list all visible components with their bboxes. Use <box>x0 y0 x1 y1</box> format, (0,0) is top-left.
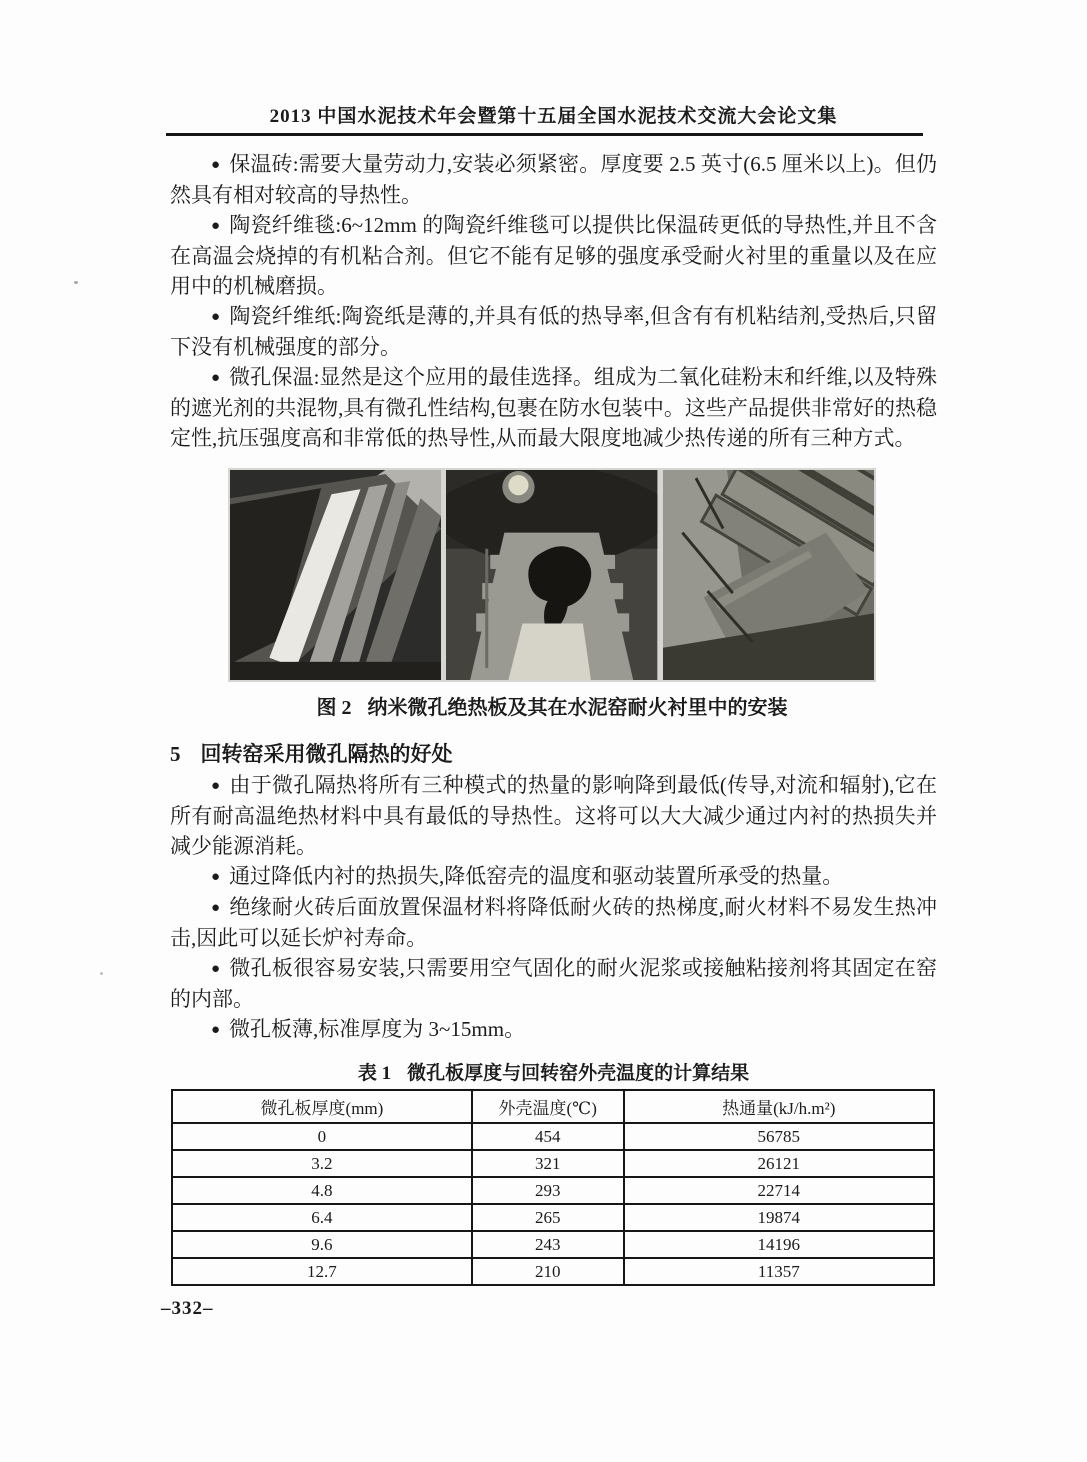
figure-caption-text: 纳米微孔绝热板及其在水泥窑耐火衬里中的安装 <box>367 697 788 719</box>
scan-artifact-dot <box>74 281 78 284</box>
bullet-icon: ● <box>211 869 221 885</box>
paragraph-text: 微孔保温:显然是这个应用的最佳选择。组成为二氧化硅粉末和纤维,以及特殊的遮光剂的共混物,具有微孔性结构,包裹在防水包装中。这些产品提供非常好的热稳定性,抗压强度高和非常低的热导性,从而最大限度地减少热传递的所有三种方式。 <box>170 365 937 450</box>
bullet-paragraph <box>170 770 937 861</box>
table-row <box>172 1258 934 1285</box>
cell-heat-flux: 26121 <box>624 1150 934 1177</box>
paragraph-text: 绝缘耐火砖后面放置保温材料将降低耐火砖的热梯度,耐火材料不易发生热冲击,因此可以延长炉衬寿命。 <box>170 895 938 950</box>
paragraph-text: 通过降低内衬的热损失,降低窑壳的温度和驱动装置所承受的热量。 <box>229 864 844 888</box>
section-5-heading <box>170 738 453 768</box>
table-row <box>172 1123 934 1150</box>
table-caption-label: 表 1 <box>357 1063 392 1084</box>
bullet-paragraph <box>170 210 937 301</box>
table-header-row <box>172 1090 934 1123</box>
header-rule <box>166 133 923 136</box>
kiln-interior-installation-photo <box>446 470 657 680</box>
bullet-icon: ● <box>211 961 221 977</box>
bullet-icon: ● <box>211 157 221 173</box>
bullet-paragraph <box>170 953 937 1014</box>
figure-caption-label: 图 2 <box>316 697 352 719</box>
paragraph-text: 陶瓷纤维纸:陶瓷纸是薄的,并具有低的热导率,但含有有机粘结剂,受热后,只留下没有机械强度的部分。 <box>170 304 937 359</box>
cell-heat-flux: 11357 <box>624 1258 934 1285</box>
bullet-paragraph <box>170 861 937 892</box>
table-caption-text: 微孔板厚度与回转窑外壳温度的计算结果 <box>407 1063 750 1084</box>
bullet-paragraph <box>170 892 937 953</box>
kiln-brick-lining-photo <box>663 470 874 680</box>
cell-thickness: 3.2 <box>172 1150 472 1177</box>
microporous-insulation-panels-photo <box>230 470 441 680</box>
scan-artifact-dot <box>100 972 103 975</box>
cell-shell-temperature: 321 <box>472 1150 624 1177</box>
paragraph-text: 保温砖:需要大量劳动力,安装必须紧密。厚度要 2.5 英寸(6.5 厘米以上)。但仍然具有相对较高的导热性。 <box>170 152 938 207</box>
bullet-icon: ● <box>211 218 221 234</box>
cell-shell-temperature: 454 <box>472 1123 624 1150</box>
table-row <box>172 1177 934 1204</box>
cell-thickness: 0 <box>172 1123 472 1150</box>
section-number: 5 <box>170 742 181 766</box>
cell-heat-flux: 19874 <box>624 1204 934 1231</box>
cell-heat-flux: 56785 <box>624 1123 934 1150</box>
column-header-thickness: 微孔板厚度(mm) <box>172 1090 472 1123</box>
cell-thickness: 4.8 <box>172 1177 472 1204</box>
paragraph-text: 微孔板薄,标准厚度为 3~15mm。 <box>229 1017 526 1041</box>
cell-thickness: 9.6 <box>172 1231 472 1258</box>
bullet-paragraph <box>170 149 937 210</box>
page-number: –332– <box>161 1298 214 1319</box>
bullet-icon: ● <box>211 900 221 916</box>
cell-thickness: 12.7 <box>172 1258 472 1285</box>
cell-heat-flux: 14196 <box>624 1231 934 1258</box>
bullet-icon: ● <box>211 1022 221 1038</box>
figure-2 <box>228 468 876 720</box>
cell-shell-temperature: 210 <box>472 1258 624 1285</box>
column-header-heat-flux: 热通量(kJ/h.m²) <box>624 1090 934 1123</box>
paragraph-text: 由于微孔隔热将所有三种模式的热量的影响降到最低(传导,对流和辐射),它在所有耐高温绝热材料中具有最低的导热性。这将可以大大减少通过内衬的热损失并减少能源消耗。 <box>170 773 937 858</box>
intro-bullet-list <box>170 149 937 453</box>
cell-thickness: 6.4 <box>172 1204 472 1231</box>
section-title: 回转窑采用微孔隔热的好处 <box>200 742 453 766</box>
bullet-icon: ● <box>211 309 221 325</box>
bullet-paragraph <box>170 301 937 362</box>
paragraph-text: 陶瓷纤维毯:6~12mm 的陶瓷纤维毯可以提供比保温砖更低的导热性,并且不含在高温会烧掉的有机粘合剂。但它不能有足够的强度承受耐火衬里的重量以及在应用中的机械磨损。 <box>170 213 937 298</box>
figure-caption <box>228 691 876 720</box>
bullet-paragraph <box>170 1014 937 1045</box>
column-header-shell-temperature: 外壳温度(℃) <box>472 1090 624 1123</box>
table-row <box>172 1150 934 1177</box>
paragraph-text: 微孔板很容易安装,只需要用空气固化的耐火泥浆或接触粘接剂将其固定在窑的内部。 <box>170 956 938 1011</box>
bullet-icon: ● <box>211 778 221 794</box>
bullet-paragraph <box>170 362 937 453</box>
section-5-bullet-list <box>170 770 937 1045</box>
table-1 <box>171 1089 935 1286</box>
cell-shell-temperature: 243 <box>472 1231 624 1258</box>
bullet-icon: ● <box>211 370 221 386</box>
cell-shell-temperature: 265 <box>472 1204 624 1231</box>
table-row <box>172 1231 934 1258</box>
figure-photo-strip <box>228 468 876 682</box>
proceedings-header-title: 2013 中国水泥技术年会暨第十五届全国水泥技术交流大会论文集 <box>269 106 838 127</box>
cell-heat-flux: 22714 <box>624 1177 934 1204</box>
cell-shell-temperature: 293 <box>472 1177 624 1204</box>
table-row <box>172 1204 934 1231</box>
table-1-caption <box>170 1058 937 1085</box>
